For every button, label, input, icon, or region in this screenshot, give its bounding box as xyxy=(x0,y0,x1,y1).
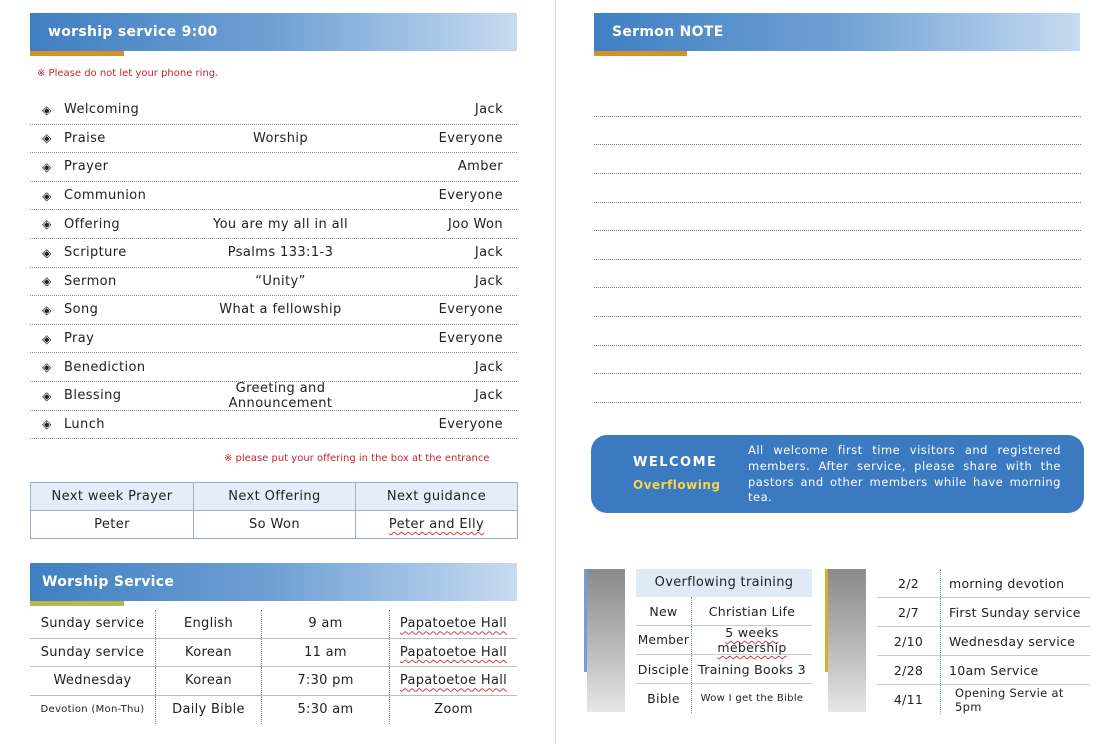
welcome-banner xyxy=(591,435,1084,513)
table-row: 4/11 Opening Servie at 5pm xyxy=(877,685,1090,714)
diamond-bullet-icon: ◈ xyxy=(42,417,52,432)
next-guidance-value: Peter and Elly xyxy=(388,517,485,532)
decorative-pillar xyxy=(587,569,625,712)
header-underline xyxy=(30,51,124,56)
diamond-bullet-icon: ◈ xyxy=(42,331,52,346)
table-cell xyxy=(356,511,518,539)
table-row: 2/10 Wednesday service xyxy=(877,627,1090,656)
diamond-bullet-icon: ◈ xyxy=(42,188,52,203)
order-row: ◈ Communion Everyone xyxy=(30,182,517,211)
order-row: ◈ Prayer Amber xyxy=(30,153,517,182)
schedule-row: Devotion (Mon-Thu) Daily Bible 5:30 am Zoom xyxy=(30,696,517,725)
place-text: Papatoetoe Hall xyxy=(399,616,508,632)
worship-schedule xyxy=(30,610,517,724)
diamond-bullet-icon: ◈ xyxy=(42,245,52,260)
table-row: 2/7 First Sunday service xyxy=(877,598,1090,627)
order-row: ◈ Praise Worship Everyone xyxy=(30,125,517,154)
sermon-note-header xyxy=(594,13,1080,51)
schedule-row: Sunday service English 9 am Papatoetoe Hall xyxy=(30,610,517,639)
offering-notice: ※ please put your offering in the box at the entrance xyxy=(224,453,490,464)
table-row: 2/2 morning devotion xyxy=(877,569,1090,598)
service-title: worship service 9:00 xyxy=(48,24,218,40)
note-line xyxy=(594,230,1081,231)
schedule-row: Sunday service Korean 11 am Papatoetoe Hall xyxy=(30,639,517,668)
training-table xyxy=(636,569,812,713)
note-line xyxy=(594,259,1081,260)
place-text: Papatoetoe Hall xyxy=(399,644,508,660)
table-row: New Christian Life xyxy=(636,597,812,626)
note-line xyxy=(594,373,1081,374)
welcome-subtitle: Overflowing xyxy=(633,478,721,492)
table-row: Bible Wow I get the Bible xyxy=(636,684,812,713)
order-row: ◈ Sermon “Unity” Jack xyxy=(30,268,517,297)
table-cell: Peter xyxy=(31,511,194,539)
table-row: Disciple Training Books 3 xyxy=(636,655,812,684)
note-line xyxy=(594,287,1081,288)
header-underline xyxy=(30,601,124,606)
table-row: Member 5 weeks mebership xyxy=(636,626,812,655)
welcome-title: WELCOME xyxy=(633,455,718,470)
header-underline xyxy=(594,51,687,56)
diamond-bullet-icon: ◈ xyxy=(42,131,52,146)
note-line xyxy=(594,202,1081,203)
table-header: Next week Prayer xyxy=(31,483,194,511)
events-schedule xyxy=(877,569,1090,714)
table-row: 2/28 10am Service xyxy=(877,656,1090,685)
worship-service-header xyxy=(30,563,517,601)
diamond-bullet-icon: ◈ xyxy=(42,217,52,232)
order-row: ◈ Offering You are my all in all Joo Won xyxy=(30,210,517,239)
sermon-note-title: Sermon NOTE xyxy=(612,24,724,40)
order-row: ◈ Song What a fellowship Everyone xyxy=(30,296,517,325)
table-row xyxy=(31,483,518,511)
note-line xyxy=(594,402,1081,403)
diamond-bullet-icon: ◈ xyxy=(42,302,52,317)
training-value: 5 weeks mebership xyxy=(717,625,787,655)
note-line xyxy=(594,173,1081,174)
training-title: Overflowing training xyxy=(636,569,812,597)
order-row: ◈ Scripture Psalms 133:1-3 Jack xyxy=(30,239,517,268)
welcome-body: All welcome first time visitors and registered members. After service, please share with the pastors and other members while have morning tea. xyxy=(748,443,1061,505)
decorative-pillar xyxy=(828,569,866,712)
order-of-service xyxy=(30,96,517,439)
note-line xyxy=(594,316,1081,317)
note-line xyxy=(594,345,1081,346)
phone-notice: ※ Please do not let your phone ring. xyxy=(37,68,219,79)
service-header xyxy=(30,13,517,51)
place-text: Papatoetoe Hall xyxy=(399,673,508,689)
diamond-bullet-icon: ◈ xyxy=(42,274,52,289)
note-line xyxy=(594,144,1081,145)
order-row: ◈ Pray Everyone xyxy=(30,325,517,354)
table-row xyxy=(31,511,518,539)
table-header: Next guidance xyxy=(356,483,518,511)
page-divider xyxy=(555,0,556,744)
diamond-bullet-icon: ◈ xyxy=(42,159,52,174)
note-line xyxy=(594,116,1081,117)
table-cell: So Won xyxy=(194,511,356,539)
schedule-row: Wednesday Korean 7:30 pm Papatoetoe Hall xyxy=(30,667,517,696)
next-week-table xyxy=(30,482,518,539)
diamond-bullet-icon: ◈ xyxy=(42,360,52,375)
worship-service-title: Worship Service xyxy=(42,574,175,590)
order-row: ◈ Benediction Jack xyxy=(30,353,517,382)
diamond-bullet-icon: ◈ xyxy=(42,388,52,403)
order-row: ◈ Lunch Everyone xyxy=(30,411,517,440)
order-row: ◈ Blessing Greeting and Announcement Jack xyxy=(30,382,517,411)
table-header: Next Offering xyxy=(194,483,356,511)
diamond-bullet-icon: ◈ xyxy=(42,102,52,117)
order-row: ◈ Welcoming Jack xyxy=(30,96,517,125)
